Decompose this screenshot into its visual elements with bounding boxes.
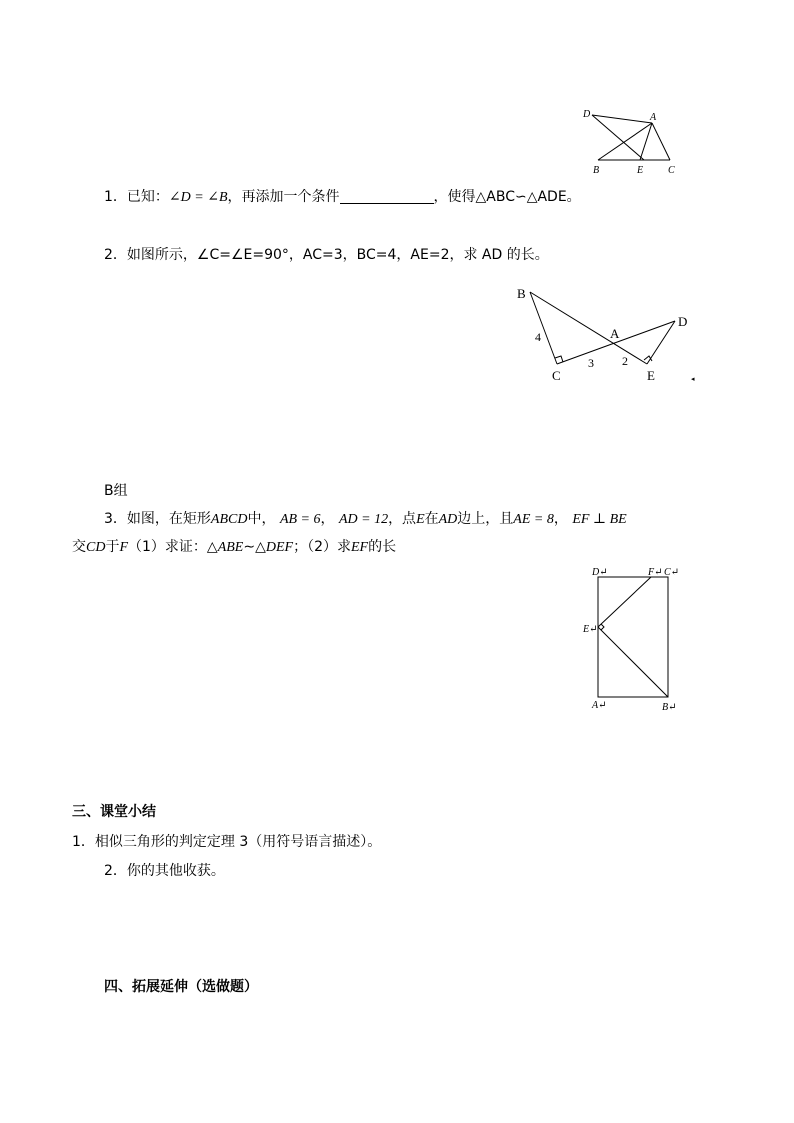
q3-line2-a: 交 [72, 539, 86, 555]
fig2-mark: ◂ [691, 375, 695, 383]
fig2-length-3: 3 [588, 356, 594, 370]
q3-line2-b: 于 [105, 539, 120, 555]
fig3-label-c: C↵ [664, 567, 680, 578]
fig3-label-e: E↵ [583, 624, 598, 635]
q3-part-5: 边上，且 [457, 511, 514, 527]
q3-similar: ∼△ [243, 539, 266, 555]
fig3-label-b: B↵ [662, 702, 677, 713]
fig2-length-2: 2 [622, 354, 628, 368]
question-1 [104, 188, 581, 207]
fig3-label-f: F↵ [648, 567, 663, 578]
fig2-label-e: E [647, 368, 655, 383]
q3-sep-1: ， [320, 511, 335, 527]
fig1-label-e: E [637, 165, 644, 176]
question-2 [104, 246, 549, 264]
section-3-item-2-text: 2．你的其他收获。 [104, 863, 225, 879]
section-3-item-1-text: 1．相似三角形的判定定理 3（用符号语言描述）。 [72, 834, 382, 850]
q3-ad-value: AD = 12 [338, 512, 389, 527]
group-b-label [104, 482, 128, 500]
q1-mid-text: ，再添加一个条件 [227, 189, 340, 205]
q3-line2-e: 的长 [368, 539, 397, 555]
fig1-label-d: D [583, 109, 591, 120]
q3-part-1: 3．如图，在矩形 [104, 511, 211, 527]
section-3-heading-text: 三、课堂小结 [72, 804, 156, 820]
q3-line2-c: （1）求证：△ [128, 539, 218, 555]
figure-3-rectangle [578, 562, 690, 714]
section-3-item-1 [72, 833, 381, 851]
fig1-label-b: B [593, 165, 600, 176]
q3-triangle-abe: ABE [217, 540, 244, 555]
figure-2-triangles [510, 282, 710, 388]
section-3-heading [72, 803, 156, 821]
question-3-line-2 [72, 538, 396, 557]
q3-perpendicular: EF ⊥ BE [572, 512, 627, 527]
fig1-label-c: C [668, 165, 675, 176]
q3-side-cd: CD [86, 540, 106, 555]
q1-end-text: ，使得△ABC∽△ADE。 [433, 189, 581, 205]
fig2-label-c: C [552, 368, 561, 383]
q3-part-3: ，点 [388, 511, 417, 527]
fig2-length-4: 4 [535, 330, 541, 344]
q3-point-e: E [416, 512, 425, 527]
q3-part-2: 中， [247, 511, 276, 527]
q3-ab-value: AB = 6 [279, 512, 321, 527]
q3-side-ad: AD [438, 512, 458, 527]
q3-rect-name: ABCD [210, 512, 248, 527]
group-b-text: B组 [104, 483, 128, 499]
q3-sep-2: ， [553, 511, 568, 527]
question-3-line-1 [104, 510, 627, 529]
section-3-item-2 [104, 862, 225, 880]
q1-number: 1．已知： [104, 189, 169, 205]
fig2-label-a: A [610, 326, 620, 341]
q3-segment-ef: EF [351, 540, 369, 555]
section-4-heading [104, 978, 258, 996]
q1-answer-blank[interactable] [340, 189, 434, 204]
q3-ae-value: AE = 8 [513, 512, 554, 527]
q3-part-4: 在 [424, 511, 439, 527]
fig1-label-a: A [650, 112, 657, 123]
fig2-label-d: D [678, 314, 688, 329]
q3-line2-d: ；（2）求 [293, 539, 351, 555]
fig3-label-d: D↵ [592, 567, 608, 578]
q1-condition: ∠D = ∠B [168, 190, 228, 205]
fig3-label-a: A↵ [592, 700, 607, 711]
section-4-heading-text: 四、拓展延伸（选做题） [104, 979, 258, 995]
q2-text: 2．如图所示，∠C=∠E=90°，AC=3，BC=4，AE=2，求 AD 的长。 [104, 247, 549, 263]
q3-triangle-def: DEF [265, 540, 294, 555]
figure-1-triangles [580, 104, 690, 178]
fig2-label-b: B [517, 286, 526, 301]
q3-point-f: F [119, 540, 129, 555]
